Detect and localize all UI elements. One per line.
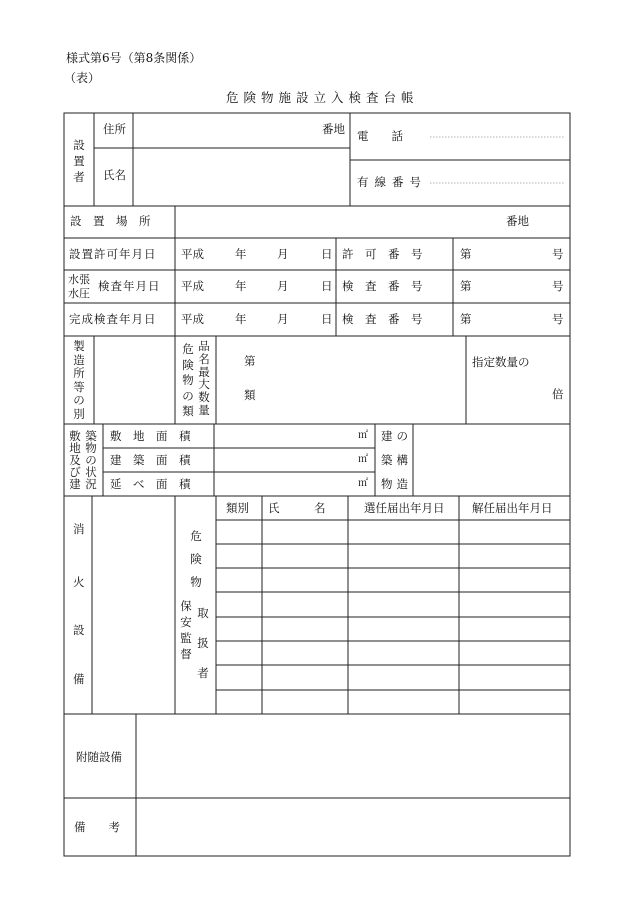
total-floor-label: 延 べ 面 積 [110,477,191,491]
completion-month: 月 [277,312,289,326]
form-number: 様式第6号（第8条関係） [66,51,202,65]
location-label: 設 置 場 所 [70,214,151,228]
water-day: 日 [321,279,333,293]
site-area-unit: ㎡ [358,430,368,441]
structure-label-b: 築構 [381,453,412,467]
water-test-date-label: 検査年月日 [98,279,161,293]
water-year: 年 [235,279,247,293]
permit-day: 日 [321,247,333,261]
structure-label-a: 建の [381,429,412,443]
site-area-label: 敷 地 面 積 [110,429,191,443]
supervisor-label-c: 取扱者 [197,606,209,680]
completion-year: 年 [235,312,247,326]
water-go: 号 [552,279,564,293]
hazard-dai: 第 [244,354,256,368]
hazard-rui: 類 [244,388,256,402]
completion-dai: 第 [460,312,472,326]
form-title: 危険物施設立入検査台帳 [226,90,419,105]
hazard-class-label: 危険物の類 [182,342,194,418]
designated-bai: 倍 [552,387,564,401]
extinguish-label-2: 火 [73,575,85,589]
permit-era: 平成 [181,247,204,261]
water-dai: 第 [460,279,472,293]
permit-go: 号 [552,247,564,261]
water-era: 平成 [181,279,204,293]
location-banchi: 番地 [506,214,529,228]
col-kind: 類別 [226,501,249,515]
annex-label: 附随設備 [76,750,122,764]
completion-era: 平成 [181,312,204,326]
water-no-label: 検 査 番 号 [342,279,423,293]
structure-label-c: 物造 [381,477,412,491]
address-label: 住所 [103,122,126,136]
water-fill-label: 水張 [68,273,90,286]
permit-year: 年 [235,247,247,261]
site-label-a: 敷地及び建 [69,429,81,491]
wire-number-label: 有線番号 [357,175,427,189]
extinguish-label-1: 消 [73,522,85,536]
permit-month: 月 [277,247,289,261]
completion-date-label: 完成検査年月日 [69,312,157,326]
permit-no-label: 許 可 番 号 [342,247,423,261]
completion-go: 号 [552,312,564,326]
water-pressure-label: 水圧 [68,287,90,300]
supervisor-label-a: 危険物 [190,529,202,589]
col-name: 氏 名 [268,501,326,515]
designated-quantity-label: 指定数量の [472,355,530,369]
setter-label: 設置者 [73,138,85,184]
building-area-label: 建 築 面 積 [110,453,191,467]
extinguish-label-4: 備 [73,672,85,686]
front-side-label: （表） [64,71,101,85]
supervisor-label-b: 保安監督 [180,599,192,661]
permit-date-label: 設置許可年月日 [69,247,157,261]
col-appoint-date: 選任届出年月日 [364,501,445,515]
col-dismiss-date: 解任届出年月日 [472,501,553,515]
phone-label: 電 話 [357,129,403,143]
name-label: 氏名 [103,168,126,182]
completion-day: 日 [321,312,333,326]
completion-no-label: 検 査 番 号 [342,312,423,326]
remarks-label: 備 考 [74,820,120,834]
extinguish-label-3: 設 [73,623,85,637]
water-month: 月 [277,279,289,293]
building-area-unit: ㎡ [358,454,368,465]
facility-type-label: 製造所等の別 [73,339,85,421]
hazard-quantity-label: 品名最大数量 [198,339,210,417]
site-label-b: 築物の状況 [85,429,97,491]
total-floor-unit: ㎡ [358,478,368,489]
address-banchi: 番地 [322,122,345,136]
permit-dai: 第 [460,247,472,261]
